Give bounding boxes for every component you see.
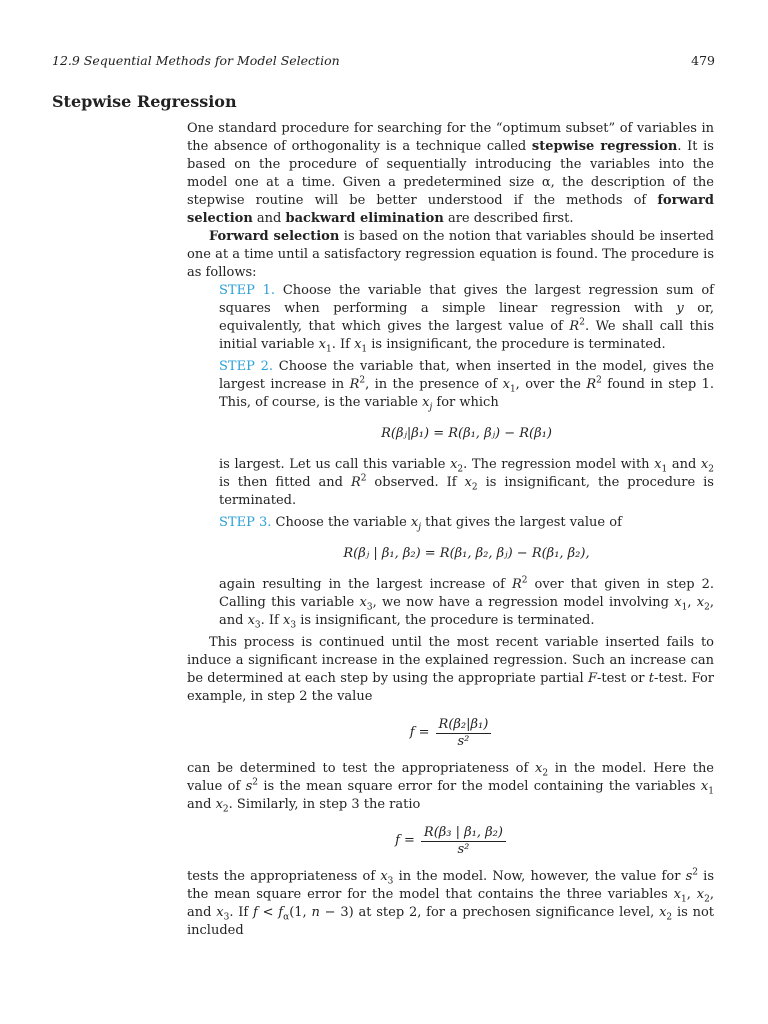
step-3: STEP 3. Choose the variable $x_j$ that gives the largest value of R(βⱼ | β₁, β₂) = R(β₁, β₂, βⱼ) − R(β₁, β₂), again resulting in the largest increase of $R^2$ over that given in step 2. Calling this variable $x_3$, we now have a regression model involving $x_1$, $x_2$, and $x_3$. If $x_3$ is insignificant, the procedure is terminated. [219, 515, 715, 631]
intro-paragraph: One standard procedure for searching for the “optimum subset” of variables in the absence of orthogonality is a technique called stepwise regression. It is based on the procedure of sequentially introducing the variables into the model one at a time. Given a predetermined size α, the description of the stepwise routine will be better understood if the methods of forward selection and backward elimination are described first. [187, 121, 714, 226]
step-1-label: STEP 1. [219, 283, 276, 298]
mid-paragraph: can be determined to test the appropriateness of $x_2$ in the model. Here the value of $s^2$ is the mean square error for the model containing the variables $x_1$ and $x_2$. Similarly, in step 3 the ratio [187, 761, 715, 815]
step-1: STEP 1. Choose the variable that gives the largest regression sum of squares when performing a simple linear regression with y or, equivalently, that which gives the largest value of $R^2$. We shall call this initial variable $x_1$. If $x_1$ is insignificant, the procedure is terminated. [219, 283, 714, 355]
equation-f-step2: f = $\frac{\text{R(β₂|β₁)}}{\text{s²}}$ [187, 706, 714, 760]
section-heading: Stepwise Regression [52, 92, 237, 111]
page-number: 479 [691, 53, 715, 68]
equation-f-step3: f = $\frac{\text{R(β₃ | β₁, β₂)}}{\text{s²}}$ [187, 814, 714, 868]
body-text [187, 120, 714, 940]
step-2-label: STEP 2. [219, 359, 273, 374]
step-3-label: STEP 3. [219, 515, 272, 530]
end-paragraph: tests the appropriateness of $x_3$ in the model. Now, however, the value for $s^2$ is the mean square error for the model that contains the three variables $x_1$, $x_2$, and $x_3$. If $f < f_\alpha(1$, n − 3) at step 2, for a prechosen significance level, $x_2$ is not included [187, 867, 715, 938]
running-header [52, 53, 715, 71]
step-2: STEP 2. Choose the variable that, when inserted in the model, gives the largest increase in $R^2$, in the presence of $x_1$, over the $R^2$ found in step 1. This, of course, is the variable $x_j$ for which R(βⱼ|β₁) = R(β₁, βⱼ) − R(β₁) is largest. Let us call this variable $x_2$. The regression model with $x_1$ and $x_2$ is then fitted and $R^2$ observed. If $x_2$ is insignificant, the procedure is terminated. [219, 359, 714, 508]
equation-2: R(βⱼ | β₁, β₂) = R(β₁, β₂, βⱼ) − R(β₁, β₂), [343, 546, 590, 561]
equation-1: R(βⱼ|β₁) = R(β₁, βⱼ) − R(β₁) [381, 426, 552, 441]
process-paragraph: This process is continued until the most recent variable inserted fails to induce a significant increase in the explained regression. Such an increase can be determined at each step by using the appropriate partial F-test or t-test. For example, in step 2 the value [187, 635, 714, 704]
forward-selection-paragraph: Forward selection is based on the notion that variables should be inserted one at a time until a satisfactory regression equation is found. The procedure is as follows: [187, 229, 714, 280]
section-title: 12.9 Sequential Methods for Model Selection [52, 53, 340, 68]
